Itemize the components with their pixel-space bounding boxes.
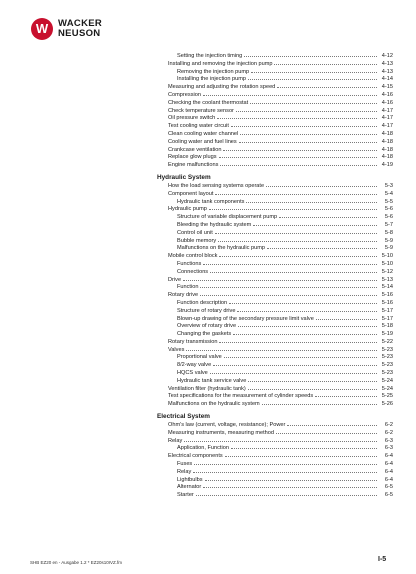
toc-entry-page: 5-25 [381, 393, 393, 400]
dot-leader [238, 326, 377, 327]
toc-entry-title: Structure of rotary drive [177, 307, 236, 314]
dot-leader [316, 319, 377, 320]
toc-entry-title: Drive [168, 276, 182, 283]
toc-entry-title: Check temperature sensor [168, 107, 234, 114]
dot-leader [217, 118, 377, 119]
toc-entry-page: 5-26 [381, 401, 393, 408]
toc-entry-page: 5-23 [381, 346, 393, 353]
dot-leader [267, 248, 377, 249]
toc-entry-page: 4-15 [381, 84, 393, 91]
toc-entry-page: 5-17 [381, 315, 393, 322]
logo-text [58, 19, 102, 39]
toc-entry[interactable] [157, 453, 393, 461]
toc-entry-title: Hydraulic tank service valve [177, 377, 247, 384]
dot-leader [287, 425, 377, 426]
section-heading: Hydraulic System [157, 173, 211, 181]
dot-leader [215, 233, 377, 234]
toc-entry-title: Application, Function [177, 445, 229, 452]
toc-entry[interactable] [157, 284, 393, 292]
toc-entry-page: 4-16 [381, 99, 393, 106]
toc-entry[interactable] [157, 199, 393, 207]
toc-entry-title: Setting the injection timing [177, 53, 243, 59]
dot-leader [244, 56, 377, 57]
toc-entry[interactable] [157, 292, 393, 300]
dot-leader [200, 287, 377, 288]
toc-entry-page: 4-18 [381, 130, 393, 137]
dot-leader [184, 441, 377, 442]
section-heading: Electrical System [157, 413, 210, 421]
toc-entry[interactable] [157, 123, 393, 131]
toc-entry[interactable] [157, 386, 393, 394]
toc-entry-page: 4-18 [381, 138, 393, 145]
toc-entry-title: Relay [168, 437, 183, 444]
dot-leader [274, 64, 377, 65]
toc-entry-title: Electrical components [168, 453, 223, 460]
dot-leader [210, 373, 377, 374]
dot-leader [236, 111, 377, 112]
toc-entry-page: 5-22 [381, 338, 393, 345]
dot-leader [224, 357, 377, 358]
dot-leader [219, 157, 377, 158]
toc-entry[interactable] [157, 76, 393, 84]
toc-entry[interactable] [157, 378, 393, 386]
toc-entry-page: 4-19 [381, 162, 393, 169]
toc-entry[interactable] [157, 206, 393, 214]
toc-entry-page: 4-17 [381, 115, 393, 122]
toc-entry[interactable] [157, 308, 393, 316]
toc-entry[interactable] [157, 100, 393, 108]
dot-leader [200, 295, 377, 296]
logo-mark: W [31, 18, 53, 40]
toc-entry-title: Fuses [177, 461, 193, 468]
toc-entry-page: 4-18 [381, 154, 393, 161]
dot-leader [210, 272, 377, 273]
toc-entry[interactable] [157, 438, 393, 446]
toc-entry-title: Rotary transmission [168, 338, 218, 345]
toc-entry-title: Oil pressure switch [168, 115, 216, 122]
dot-leader [213, 365, 377, 366]
toc-entry-page: 4-13 [381, 68, 393, 75]
dot-leader [248, 79, 377, 80]
toc-entry[interactable] [157, 162, 393, 170]
dot-leader [225, 456, 377, 457]
toc-entry[interactable] [157, 261, 393, 269]
toc-entry-page: 5-8 [384, 229, 393, 236]
toc-entry-title: Compression [168, 91, 201, 98]
dot-leader [240, 134, 377, 135]
toc-entry[interactable] [157, 393, 393, 401]
toc-entry-page: 5-24 [381, 385, 393, 392]
toc-entry-page: 6-5 [384, 484, 393, 491]
dot-leader [250, 103, 377, 104]
toc-entry-page: 5-17 [381, 307, 393, 314]
toc-entry-title: Measuring and adjusting the rotation speed [168, 84, 276, 91]
toc-entry[interactable] [157, 191, 393, 199]
toc-entry-page: 5-23 [381, 354, 393, 361]
toc-entry-page: 5-16 [381, 292, 393, 299]
toc-entry-title: Measuring instruments, measuring method [168, 429, 275, 436]
toc-entry-title: Removing the injection pump [177, 68, 250, 75]
dot-leader [203, 95, 377, 96]
toc-entry-page: 6-4 [384, 468, 393, 475]
toc-entry-title: Installing the injection pump [177, 76, 247, 83]
toc-entry-title: Ohm's law (current, voltage, resistance); Power [168, 422, 286, 429]
toc-entry-page: 5-18 [381, 323, 393, 330]
dot-leader [248, 381, 377, 382]
toc-entry-title: Engine malfunctions [168, 162, 219, 169]
dot-leader [231, 448, 377, 449]
toc-entry[interactable] [157, 339, 393, 347]
dot-leader [262, 404, 377, 405]
dot-leader [248, 389, 377, 390]
dot-leader [218, 241, 377, 242]
toc-entry[interactable] [157, 461, 393, 469]
toc-entry-title: How the load sensing systems operate [168, 182, 265, 189]
toc-entry-page: 5-10 [381, 260, 393, 267]
toc-entry[interactable] [157, 370, 393, 378]
toc-entry[interactable] [157, 183, 393, 191]
toc-entry[interactable] [157, 347, 393, 355]
toc-entry-title: Test cooling water circuit [168, 123, 229, 130]
dot-leader [203, 264, 377, 265]
toc-entry[interactable] [157, 69, 393, 77]
toc-entry-page: 5-24 [381, 377, 393, 384]
toc-entry-title: Lightbulbs [177, 476, 203, 483]
dot-leader [231, 126, 377, 127]
toc-entry-title: Malfunctions on the hydraulic pump [177, 245, 265, 252]
dot-leader [253, 225, 377, 226]
dot-leader [215, 194, 377, 195]
toc-entry[interactable] [157, 484, 393, 492]
toc-entry-page: 5-6 [384, 214, 393, 221]
dot-leader [239, 142, 377, 143]
toc-entry-title: Clean cooling water channel [168, 130, 239, 137]
dot-leader [193, 472, 377, 473]
toc-entry[interactable] [157, 245, 393, 253]
toc-entry-title: 8/2-way valve [177, 362, 212, 369]
toc-entry[interactable] [157, 445, 393, 453]
table-of-contents [157, 53, 393, 500]
toc-entry-page: 4-16 [381, 91, 393, 98]
toc-entry-page: 5-19 [381, 331, 393, 338]
toc-entry[interactable] [157, 331, 393, 339]
wacker-neuson-logo [31, 18, 111, 42]
toc-entry-page: 6-2 [384, 429, 393, 436]
toc-entry-title: HQCS valve [177, 370, 208, 377]
dot-leader [219, 256, 377, 257]
toc-entry-title: Checking the coolant thermostat [168, 99, 249, 106]
toc-entry[interactable] [157, 354, 393, 362]
dot-leader [251, 72, 377, 73]
dot-leader [276, 433, 377, 434]
toc-entry-title: Cooling water and fuel lines [168, 138, 237, 145]
toc-entry[interactable] [157, 253, 393, 261]
dot-leader [229, 303, 377, 304]
toc-entry-page: 6-3 [384, 437, 393, 444]
dot-leader [203, 487, 377, 488]
dot-leader [194, 464, 377, 465]
dot-leader [196, 495, 377, 496]
toc-entry-title: Ventilation filter (hydraulic tank) [168, 385, 246, 392]
toc-entry-title: Replace glow plugs [168, 154, 217, 161]
toc-entry-title: Valves [168, 346, 185, 353]
toc-entry-page: 6-4 [384, 476, 393, 483]
toc-entry[interactable] [157, 269, 393, 277]
toc-entry-page: 4-17 [381, 107, 393, 114]
toc-entry[interactable] [157, 115, 393, 123]
toc-entry[interactable] [157, 277, 393, 285]
toc-entry-page: 5-6 [384, 206, 393, 213]
toc-entry-title: Crankcase ventilation [168, 146, 222, 153]
toc-entry[interactable] [157, 131, 393, 139]
toc-entry[interactable] [157, 230, 393, 238]
toc-entry-page: 5-3 [384, 182, 393, 189]
dot-leader [246, 202, 377, 203]
toc-entry-page: 5-9 [384, 245, 393, 252]
toc-entry[interactable] [157, 316, 393, 324]
toc-entry-page: 6-4 [384, 453, 393, 460]
toc-entry-page: 5-23 [381, 370, 393, 377]
dot-leader [315, 396, 377, 397]
toc-entry[interactable] [157, 61, 393, 69]
toc-entry[interactable] [157, 469, 393, 477]
toc-entry-page: 4-18 [381, 146, 393, 153]
toc-entry-page: 5-7 [384, 221, 393, 228]
dot-leader [277, 87, 377, 88]
dot-leader [233, 334, 377, 335]
toc-entry[interactable] [157, 422, 393, 430]
toc-entry-title: Component layout [168, 190, 214, 197]
toc-entry[interactable] [157, 401, 393, 409]
logo-line-2: NEUSON [58, 28, 101, 39]
toc-entry[interactable] [157, 139, 393, 147]
toc-entry-title: Malfunctions on the hydraulic system [168, 401, 260, 408]
toc-entry[interactable] [157, 362, 393, 370]
toc-entry-title: Installing and removing the injection pump [168, 60, 273, 67]
toc-entry[interactable] [157, 147, 393, 155]
toc-entry-page: 5-13 [381, 276, 393, 283]
toc-entry-page: 4-13 [381, 60, 393, 67]
toc-entry-page: 5-9 [384, 237, 393, 244]
dot-leader [279, 217, 377, 218]
toc-entry-page: 4-12 [381, 53, 393, 59]
toc-entry-page: 4-14 [381, 76, 393, 83]
toc-entry-title: Hydraulic pump [168, 206, 207, 213]
toc-entry-title: Hydraulic tank components [177, 198, 245, 205]
toc-entry-page: 6-4 [384, 461, 393, 468]
dot-leader [220, 165, 377, 166]
toc-entry[interactable] [157, 492, 393, 500]
dot-leader [209, 209, 377, 210]
toc-entry-title: Blown-up drawing of the secondary pressure limit valve [177, 315, 314, 322]
toc-entry-page: 6-3 [384, 445, 393, 452]
toc-entry-title: Relay [177, 468, 192, 475]
toc-entry[interactable] [157, 238, 393, 246]
toc-entry-title: Control oil unit [177, 229, 213, 236]
toc-entry[interactable] [157, 477, 393, 485]
dot-leader [223, 150, 377, 151]
toc-entry-title: Functions [177, 260, 202, 267]
toc-entry[interactable] [157, 108, 393, 116]
toc-entry-title: Structure of variable displacement pump [177, 214, 278, 221]
toc-entry[interactable] [157, 53, 393, 61]
toc-entry-title: Connections [177, 268, 209, 275]
toc-entry-title: Function description [177, 299, 228, 306]
toc-entry-title: Test specifications for the measurement of cylinder speeds [168, 393, 314, 400]
toc-entry[interactable] [157, 430, 393, 438]
toc-entry-title: Changing the gaskets [177, 331, 232, 338]
toc-entry-title: Function [177, 284, 199, 291]
toc-entry[interactable] [157, 92, 393, 100]
footer-document-id: SHB EZ20 en - Ausgabe 1.2 * EZ20s10IVZ.fm [30, 560, 123, 565]
footer-page-number: I-5 [378, 556, 387, 563]
toc-entry-title: Alternator [177, 484, 202, 491]
toc-entry-title: Bubble memory [177, 237, 217, 244]
toc-entry[interactable] [157, 214, 393, 222]
dot-leader [237, 311, 377, 312]
toc-entry-title: Proportional valve [177, 354, 222, 361]
toc-entry-page: 5-4 [384, 190, 393, 197]
toc-entry-page: 5-23 [381, 362, 393, 369]
toc-entry-page: 6-2 [384, 422, 393, 429]
toc-entry[interactable] [157, 300, 393, 308]
toc-entry-page: 4-17 [381, 123, 393, 130]
toc-entry-title: Bleeding the hydraulic system [177, 221, 252, 228]
toc-entry[interactable] [157, 222, 393, 230]
toc-entry-title: Mobile control block [168, 253, 218, 260]
dot-leader [219, 342, 377, 343]
toc-entry-page: 5-12 [381, 268, 393, 275]
toc-entry-page: 6-5 [384, 492, 393, 499]
dot-leader [186, 350, 377, 351]
toc-entry-page: 5-16 [381, 299, 393, 306]
dot-leader [266, 186, 377, 187]
toc-entry-page: 5-10 [381, 253, 393, 260]
logo-line-1: WACKER [58, 18, 103, 29]
toc-entry-title: Rotary drive [168, 292, 199, 299]
toc-entry[interactable] [157, 154, 393, 162]
toc-entry[interactable] [157, 84, 393, 92]
dot-leader [205, 480, 377, 481]
toc-entry[interactable] [157, 323, 393, 331]
dot-leader [183, 280, 377, 281]
toc-entry-title: Starter [177, 492, 194, 499]
toc-entry-page: 5-14 [381, 284, 393, 291]
toc-entry-page: 5-5 [384, 198, 393, 205]
toc-entry-title: Overview of rotary drive [177, 323, 237, 330]
